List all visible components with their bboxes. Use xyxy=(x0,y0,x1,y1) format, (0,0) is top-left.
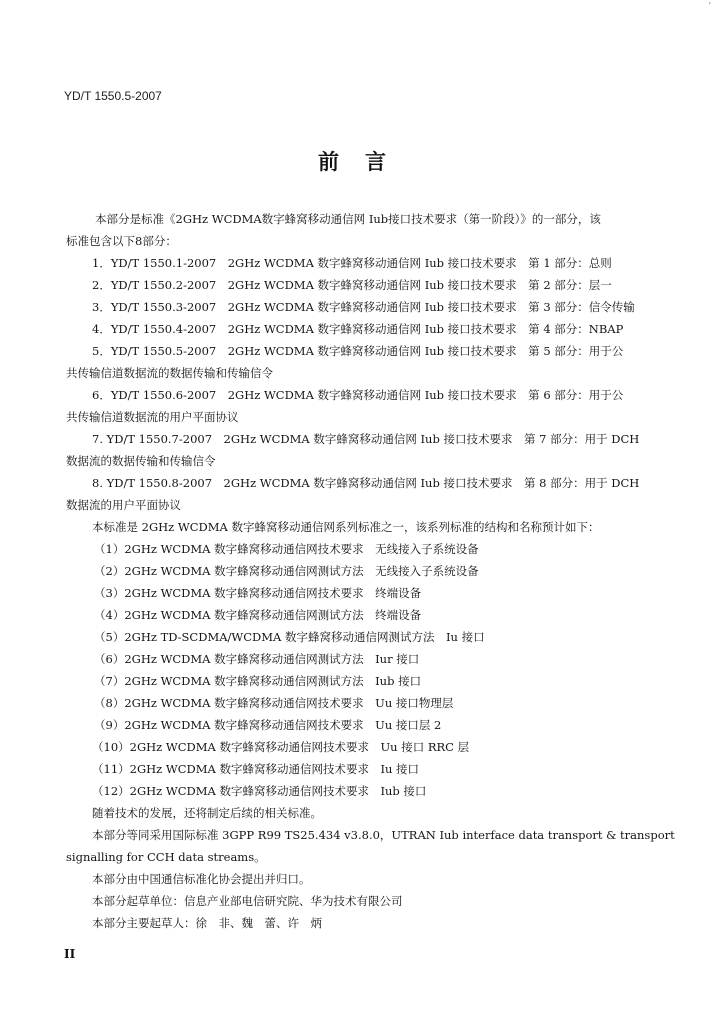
standard-code: YD/T 1550.5-2007 xyxy=(64,89,162,103)
part-item: 3．YD/T 1550.3-2007 2GHz WCDMA 数字蜂窝移动通信网 Iub 接口技术要求 第 3 部分：信令传输 xyxy=(92,300,635,314)
page-number: II xyxy=(64,947,76,961)
series-item: （6）2GHz WCDMA 数字蜂窝移动通信网测试方法 Iur 接口 xyxy=(94,652,420,666)
closing-line: 本部分等同采用国际标准 3GPP R99 TS25.434 v3.8.0，UTRAN Iub interface data transport & transport xyxy=(92,828,675,842)
series-item: （2）2GHz WCDMA 数字蜂窝移动通信网测试方法 无线接入子系统设备 xyxy=(94,564,479,578)
corner-mark: ʼ xyxy=(708,2,711,12)
part-item-continuation: 数据流的用户平面协议 xyxy=(66,498,181,512)
part-item: 2．YD/T 1550.2-2007 2GHz WCDMA 数字蜂窝移动通信网 Iub 接口技术要求 第 2 部分：层一 xyxy=(92,278,612,292)
intro-line: 本部分是标准《2GHz WCDMA数字蜂窝移动通信网 Iub接口技术要求（第一阶段）》的一部分，该 xyxy=(95,212,601,226)
part-item-continuation: 数据流的数据传输和传输信令 xyxy=(66,454,216,468)
series-item: （7）2GHz WCDMA 数字蜂窝移动通信网测试方法 Iub 接口 xyxy=(94,674,422,688)
series-item: （1）2GHz WCDMA 数字蜂窝移动通信网技术要求 无线接入子系统设备 xyxy=(94,542,479,556)
series-item: （3）2GHz WCDMA 数字蜂窝移动通信网技术要求 终端设备 xyxy=(94,586,422,600)
series-item: （8）2GHz WCDMA 数字蜂窝移动通信网技术要求 Uu 接口物理层 xyxy=(94,696,454,710)
part-item: 7. YD/T 1550.7-2007 2GHz WCDMA 数字蜂窝移动通信网 Iub 接口技术要求 第 7 部分：用于 DCH xyxy=(92,432,640,446)
part-item: 5．YD/T 1550.5-2007 2GHz WCDMA 数字蜂窝移动通信网 Iub 接口技术要求 第 5 部分：用于公 xyxy=(92,344,624,358)
closing-line: signalling for CCH data streams。 xyxy=(66,850,266,864)
part-item: 8. YD/T 1550.8-2007 2GHz WCDMA 数字蜂窝移动通信网 Iub 接口技术要求 第 8 部分：用于 DCH xyxy=(92,476,640,490)
part-item: 6．YD/T 1550.6-2007 2GHz WCDMA 数字蜂窝移动通信网 Iub 接口技术要求 第 6 部分：用于公 xyxy=(92,388,624,402)
series-item: （9）2GHz WCDMA 数字蜂窝移动通信网技术要求 Uu 接口层 2 xyxy=(94,718,442,732)
series-item: （12）2GHz WCDMA 数字蜂窝移动通信网技术要求 Iub 接口 xyxy=(92,784,427,798)
closing-line: 本部分起草单位：信息产业部电信研究院、华为技术有限公司 xyxy=(92,894,403,908)
part-item: 4．YD/T 1550.4-2007 2GHz WCDMA 数字蜂窝移动通信网 Iub 接口技术要求 第 4 部分：NBAP xyxy=(92,322,624,336)
closing-line: 随着技术的发展，还将制定后续的相关标准。 xyxy=(92,806,322,820)
series-item: （5）2GHz TD-SCDMA/WCDMA 数字蜂窝移动通信网测试方法 Iu 接口 xyxy=(94,630,485,644)
part-item: 1．YD/T 1550.1-2007 2GHz WCDMA 数字蜂窝移动通信网 Iub 接口技术要求 第 1 部分：总则 xyxy=(92,256,612,270)
series-item: （11）2GHz WCDMA 数字蜂窝移动通信网技术要求 Iu 接口 xyxy=(92,762,420,776)
intro-line: 标准包含以下8部分： xyxy=(66,234,177,248)
closing-line: 本部分由中国通信标准化协会提出并归口。 xyxy=(92,872,311,886)
series-item: （10）2GHz WCDMA 数字蜂窝移动通信网技术要求 Uu 接口 RRC 层 xyxy=(92,740,470,754)
series-item: （4）2GHz WCDMA 数字蜂窝移动通信网测试方法 终端设备 xyxy=(94,608,422,622)
page-title: 前言 xyxy=(318,149,412,174)
series-intro: 本标准是 2GHz WCDMA 数字蜂窝移动通信网系列标准之一，该系列标准的结构和名称预计如下： xyxy=(92,520,600,534)
part-item-continuation: 共传输信道数据流的用户平面协议 xyxy=(66,410,239,424)
closing-line: 本部分主要起草人：徐 非、魏 蕾、许 炳 xyxy=(92,916,322,930)
part-item-continuation: 共传输信道数据流的数据传输和传输信令 xyxy=(66,366,273,380)
